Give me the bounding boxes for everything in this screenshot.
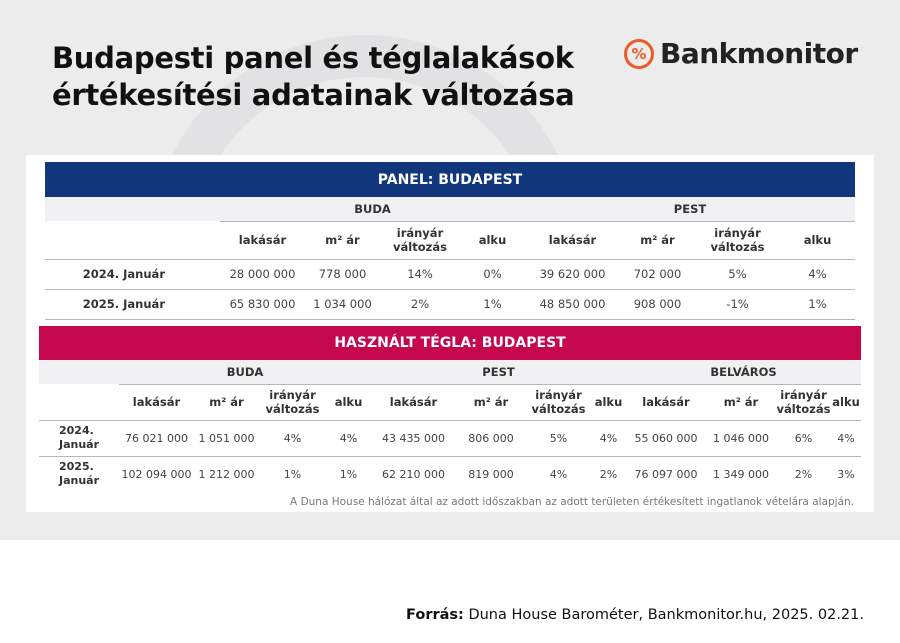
cell: 908 000 — [620, 289, 695, 319]
col-iranyar-valtozas: irányár változás — [380, 221, 460, 259]
cell: 102 094 000 — [121, 467, 192, 481]
cell: 5% — [695, 259, 780, 289]
source-text: Duna House Barométer, Bankmonitor.hu, 2025. 02.21. — [468, 607, 864, 623]
cell: 1% — [780, 289, 855, 319]
table-row — [39, 456, 861, 492]
cell: 2% — [599, 467, 618, 481]
col-iranyar-valtozas: irányár változás — [695, 221, 780, 259]
group-buda: BUDA — [220, 197, 525, 221]
tegla-heading: HASZNÁLT TÉGLA: BUDAPEST — [39, 326, 861, 360]
cell: 55 060 000 — [626, 420, 706, 456]
percent-icon: % — [624, 39, 654, 69]
col-m2-ar: m² ár — [456, 384, 526, 420]
cell: 6% — [776, 420, 831, 456]
cell: 1 046 000 — [706, 420, 776, 456]
col-m2-ar: m² ár — [620, 221, 695, 259]
cell: 1 034 000 — [305, 289, 380, 319]
cell: 14% — [380, 259, 460, 289]
col-lakasar: lakásár — [371, 384, 456, 420]
col-lakasar: lakásár — [220, 221, 305, 259]
cell: -1% — [695, 289, 780, 319]
cell: 4% — [549, 467, 568, 481]
bankmonitor-logo — [624, 37, 858, 70]
cell: 39 620 000 — [525, 259, 620, 289]
cell: 4% — [259, 420, 326, 456]
col-m2-ar: m² ár — [706, 384, 776, 420]
cell: 778 000 — [305, 259, 380, 289]
row-label: 2024. Január — [45, 259, 220, 289]
col-iranyar-valtozas: irányár változás — [259, 384, 326, 420]
cell: 28 000 000 — [220, 259, 305, 289]
source-line — [406, 607, 864, 623]
col-alku: alku — [460, 221, 525, 259]
cell: 806 000 — [456, 420, 526, 456]
cell: 62 210 000 — [382, 467, 445, 481]
source-label: Forrás: — [406, 607, 464, 623]
title-line-1: Budapesti panel és téglalakások — [52, 41, 574, 75]
col-alku: alku — [591, 384, 626, 420]
cell: 76 021 000 — [119, 420, 194, 456]
group-pest: PEST — [371, 360, 626, 384]
cell: 1 349 000 — [713, 467, 769, 481]
row-label: 2024. Január — [39, 420, 119, 456]
col-iranyar-valtozas: irányár változás — [776, 384, 831, 420]
panel-table — [45, 162, 855, 320]
col-m2-ar: m² ár — [194, 384, 259, 420]
cell: 4% — [326, 420, 371, 456]
cell: 1% — [339, 467, 358, 481]
table-row — [45, 259, 855, 289]
table-row — [45, 289, 855, 319]
cell: 2% — [794, 467, 813, 481]
col-alku: alku — [326, 384, 371, 420]
cell: 3% — [837, 467, 855, 481]
panel-heading: PANEL: BUDAPEST — [45, 162, 855, 197]
cell: 1 051 000 — [194, 420, 259, 456]
col-alku: alku — [831, 384, 861, 420]
group-pest: PEST — [525, 197, 855, 221]
col-lakasar: lakásár — [626, 384, 706, 420]
logo-text: Bankmonitor — [660, 37, 858, 70]
cell: 65 830 000 — [220, 289, 305, 319]
cell: 702 000 — [620, 259, 695, 289]
row-label: 2025. Január — [45, 289, 220, 319]
cell: 1% — [460, 289, 525, 319]
data-card — [26, 155, 874, 512]
col-lakasar: lakásár — [525, 221, 620, 259]
col-alku: alku — [780, 221, 855, 259]
table-row — [39, 420, 861, 456]
cell: 4% — [831, 420, 861, 456]
page-title — [52, 40, 574, 114]
cell: 48 850 000 — [525, 289, 620, 319]
cell: 1% — [283, 467, 302, 481]
cell: 5% — [526, 420, 591, 456]
group-belvaros: BELVÁROS — [626, 360, 861, 384]
footnote: A Duna House hálózat által az adott időszakban az adott területen értékesített ingatlanok vételára alapján. — [290, 496, 854, 508]
cell: 4% — [591, 420, 626, 456]
cell: 43 435 000 — [371, 420, 456, 456]
tegla-table — [39, 326, 861, 492]
col-iranyar-valtozas: irányár változás — [526, 384, 591, 420]
cell: 1 212 000 — [198, 467, 255, 481]
row-label: 2025. Január — [59, 460, 100, 488]
cell: 4% — [780, 259, 855, 289]
cell: 0% — [460, 259, 525, 289]
cell: 819 000 — [468, 467, 514, 481]
col-m2-ar: m² ár — [305, 221, 380, 259]
group-buda: BUDA — [119, 360, 371, 384]
cell: 2% — [380, 289, 460, 319]
col-lakasar: lakásár — [119, 384, 194, 420]
cell: 76 097 000 — [634, 467, 698, 481]
title-line-2: értékesítési adatainak változása — [52, 78, 575, 112]
